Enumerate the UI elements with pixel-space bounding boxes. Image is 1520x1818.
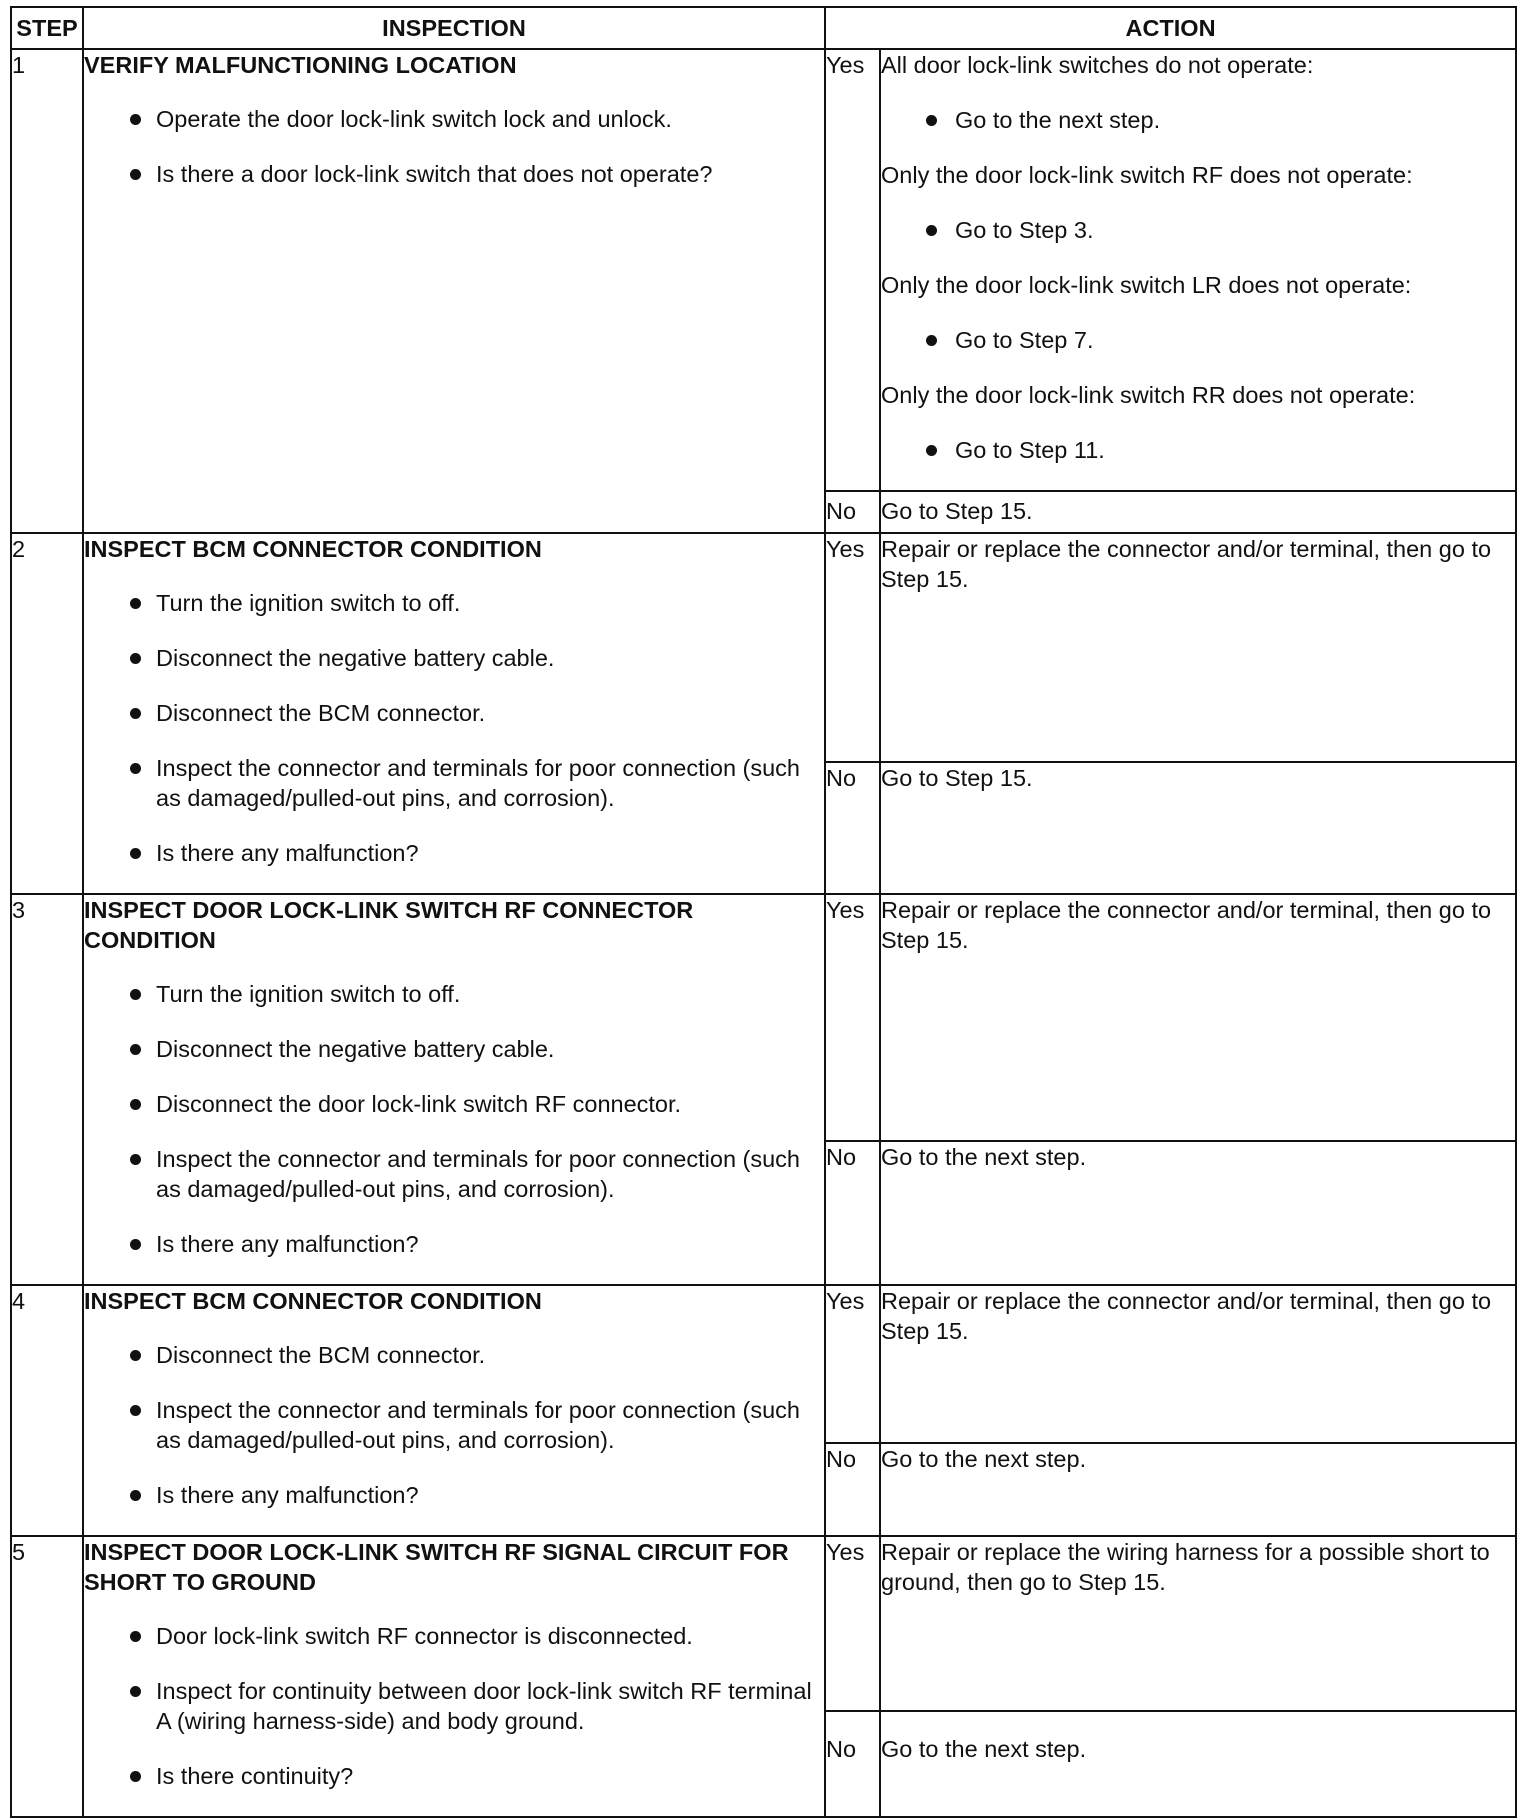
no-action: Go to the next step. [880, 1711, 1516, 1817]
action-condition: All door lock-link switches do not operate: [881, 52, 1314, 78]
inspection-item: Is there a door lock-link switch that does not operate? [84, 159, 824, 189]
inspection-item: Operate the door lock-link switch lock and unlock. [84, 104, 824, 134]
no-action: Go to Step 15. [880, 762, 1516, 894]
inspection-item: Is there any malfunction? [84, 838, 824, 868]
no-action: Go to the next step. [880, 1443, 1516, 1536]
action-item: Go to Step 11. [881, 435, 1515, 465]
inspection-item: Door lock-link switch RF connector is disconnected. [84, 1621, 824, 1651]
inspection-item: Is there any malfunction? [84, 1480, 824, 1510]
action-condition: Only the door lock-link switch RR does not operate: [881, 382, 1416, 408]
step-3-yes-row [11, 894, 1516, 1141]
step-inspection [83, 49, 825, 533]
action-item: Go to the next step. [881, 105, 1515, 135]
step-number: 3 [11, 894, 83, 1285]
step-inspection [83, 1285, 825, 1536]
header-row [11, 7, 1516, 49]
header-inspection: INSPECTION [83, 7, 825, 49]
inspection-item: Disconnect the BCM connector. [84, 698, 824, 728]
step-title: INSPECT BCM CONNECTOR CONDITION [84, 1288, 542, 1314]
step-number: 5 [11, 1536, 83, 1817]
step-title: INSPECT BCM CONNECTOR CONDITION [84, 536, 542, 562]
inspection-item: Turn the ignition switch to off. [84, 588, 824, 618]
step-title: INSPECT DOOR LOCK-LINK SWITCH RF SIGNAL CIRCUIT FOR SHORT TO GROUND [84, 1539, 789, 1595]
step-number: 2 [11, 533, 83, 894]
header-action: ACTION [825, 7, 1516, 49]
yes-action: Repair or replace the connector and/or terminal, then go to Step 15. [880, 894, 1516, 1141]
step-number: 1 [11, 49, 83, 533]
yes-label: Yes [825, 1285, 880, 1443]
step-1-yes-row [11, 49, 1516, 491]
yes-action: Repair or replace the wiring harness for a possible short to ground, then go to Step 15. [880, 1536, 1516, 1711]
action-item: Go to Step 3. [881, 215, 1515, 245]
step-inspection [83, 894, 825, 1285]
action-condition: Only the door lock-link switch LR does not operate: [881, 272, 1412, 298]
diagnostic-table [10, 6, 1517, 1818]
step-inspection [83, 1536, 825, 1817]
inspection-item: Turn the ignition switch to off. [84, 979, 824, 1009]
step-title: INSPECT DOOR LOCK-LINK SWITCH RF CONNECTOR CONDITION [84, 897, 694, 953]
action-condition: Only the door lock-link switch RF does not operate: [881, 162, 1413, 188]
step-inspection [83, 533, 825, 894]
inspection-item: Inspect the connector and terminals for poor connection (such as damaged/pulled-out pins, and corrosion). [84, 753, 824, 813]
inspection-item: Is there any malfunction? [84, 1229, 824, 1259]
no-action: Go to the next step. [880, 1141, 1516, 1285]
no-label: No [825, 1711, 880, 1817]
step-2-yes-row [11, 533, 1516, 762]
inspection-item: Inspect the connector and terminals for poor connection (such as damaged/pulled-out pins, and corrosion). [84, 1144, 824, 1204]
step-number: 4 [11, 1285, 83, 1536]
yes-action: Repair or replace the connector and/or terminal, then go to Step 15. [880, 1285, 1516, 1443]
yes-action [880, 49, 1516, 491]
header-step: STEP [11, 7, 83, 49]
inspection-item: Inspect the connector and terminals for poor connection (such as damaged/pulled-out pins, and corrosion). [84, 1395, 824, 1455]
no-label: No [825, 1443, 880, 1536]
step-title: VERIFY MALFUNCTIONING LOCATION [84, 52, 517, 78]
inspection-item: Disconnect the negative battery cable. [84, 643, 824, 673]
yes-label: Yes [825, 49, 880, 491]
yes-action: Repair or replace the connector and/or terminal, then go to Step 15. [880, 533, 1516, 762]
yes-label: Yes [825, 1536, 880, 1711]
step-4-yes-row [11, 1285, 1516, 1443]
action-item: Go to Step 7. [881, 325, 1515, 355]
no-action: Go to Step 15. [880, 491, 1516, 533]
inspection-item: Disconnect the door lock-link switch RF connector. [84, 1089, 824, 1119]
no-label: No [825, 1141, 880, 1285]
yes-label: Yes [825, 533, 880, 762]
inspection-item: Disconnect the BCM connector. [84, 1340, 824, 1370]
no-label: No [825, 491, 880, 533]
no-label: No [825, 762, 880, 894]
yes-label: Yes [825, 894, 880, 1141]
inspection-item: Disconnect the negative battery cable. [84, 1034, 824, 1064]
inspection-item: Is there continuity? [84, 1761, 824, 1791]
inspection-item: Inspect for continuity between door lock-link switch RF terminal A (wiring harness-side) and body ground. [84, 1676, 824, 1736]
step-5-yes-row [11, 1536, 1516, 1711]
